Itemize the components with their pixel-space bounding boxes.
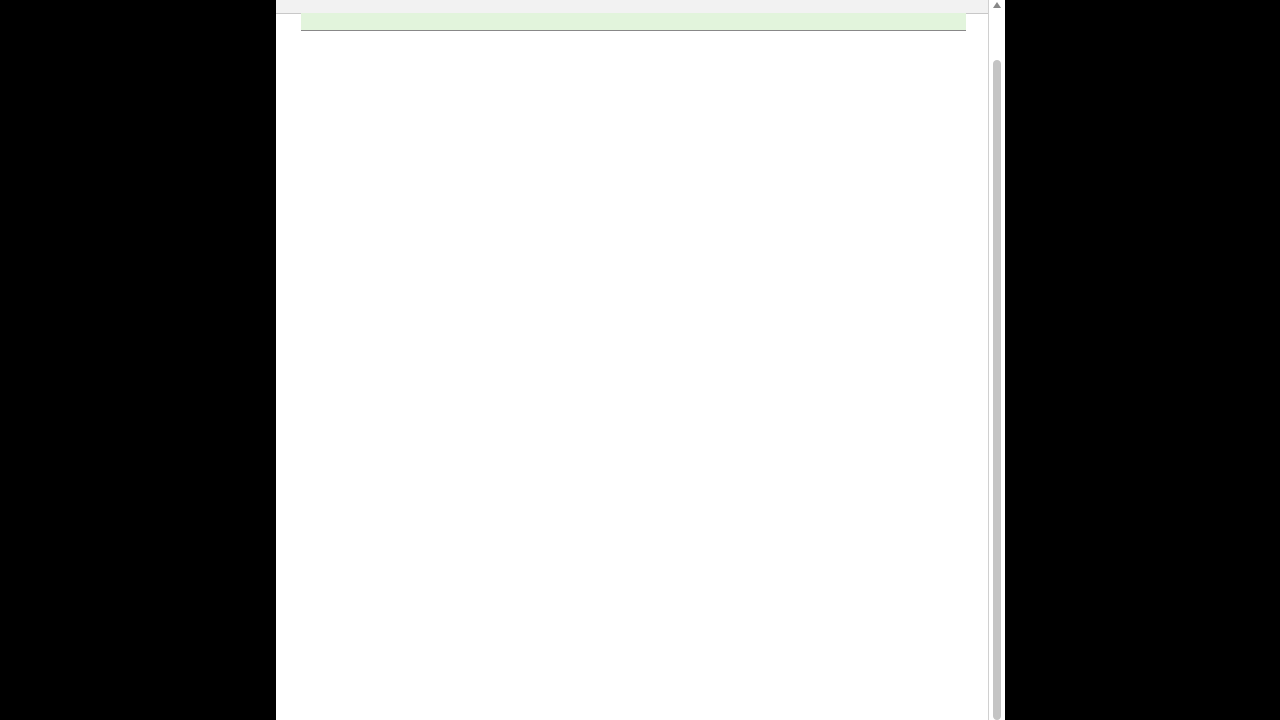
vertical-scrollbar[interactable]	[988, 0, 1005, 720]
title-row[interactable]	[301, 13, 966, 31]
spreadsheet[interactable]	[276, 0, 988, 720]
scroll-thumb[interactable]	[993, 60, 1001, 720]
column-header-bar	[276, 0, 988, 14]
scroll-up-arrow-icon[interactable]	[993, 2, 1001, 8]
